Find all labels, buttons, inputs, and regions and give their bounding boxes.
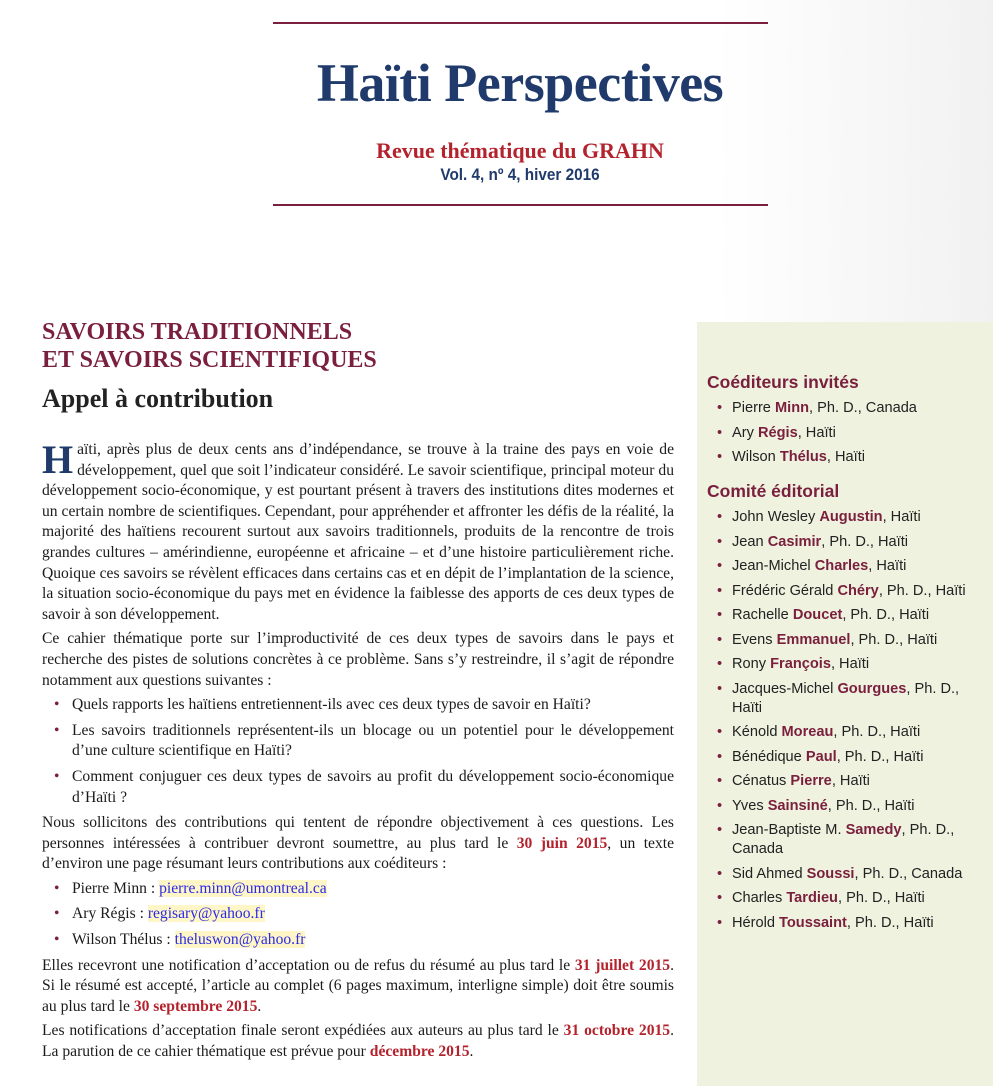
member-first-name: Rachelle — [732, 607, 793, 623]
member-affiliation: , Ph. D., Haïti — [837, 890, 925, 906]
deadline-final: 31 octobre 2015 — [563, 1022, 671, 1040]
email-link[interactable]: regisary@yahoo.fr — [147, 905, 265, 923]
notification-text-a: Elles recevront une notification d’acceptation ou de refus du résumé au plus tard le — [42, 956, 575, 974]
member-last-name: Moreau — [781, 724, 834, 740]
member-affiliation: , Ph. D., Haïti — [827, 797, 915, 814]
committee-list — [697, 508, 993, 933]
member-last-name: Thélus — [779, 449, 827, 465]
member-last-name: Sainsiné — [767, 797, 828, 814]
member-first-name: Kénold — [732, 724, 782, 740]
member-first-name: Rony — [732, 656, 771, 672]
member-item — [697, 723, 993, 742]
questions-list — [42, 695, 674, 808]
member-item — [697, 772, 993, 791]
member-item — [697, 557, 993, 576]
intro-paragraph — [42, 437, 674, 625]
member-item — [697, 533, 993, 552]
contacts-list — [42, 879, 674, 951]
member-last-name: Soussi — [806, 865, 855, 882]
committee-heading: Comité éditorial — [707, 481, 840, 501]
contact-name: Pierre Minn : — [72, 879, 160, 897]
member-affiliation: , Haïti — [868, 558, 907, 574]
question-item: • Comment conjuguer ces deux types de savoirs au profit du développement socio-économique d’Haïti ? — [42, 767, 674, 808]
member-item — [697, 865, 993, 884]
publication-text-a: Les notifications d’acceptation finale seront expédiées aux auteurs au plus tard le — [42, 1022, 564, 1040]
journal-subtitle: Revue thématique du GRAHN — [376, 138, 664, 163]
member-first-name: Evens — [732, 631, 777, 648]
member-affiliation: , Ph. D., Haïti — [836, 748, 924, 765]
member-first-name: Hérold — [732, 914, 780, 931]
member-last-name: Charles — [814, 558, 869, 574]
journal-title: Haïti Perspectives — [316, 53, 724, 113]
member-affiliation: , Ph. D., Haïti — [850, 631, 938, 648]
member-last-name: Emmanuel — [776, 631, 851, 648]
member-affiliation: , Ph. D., Canada — [854, 865, 963, 882]
member-affiliation: , Ph. D., Canada — [732, 822, 955, 857]
member-affiliation: , Haïti — [797, 424, 836, 441]
member-item — [697, 508, 993, 527]
intro-text: aïti, après plus de deux cents ans d’indépendance, se trouve à la traine des pays en voie de développement, quel que soit l’indicateur considéré. Le savoir scientifique, principal moteur du développement socio-économique, y est pourtant présent à travers des institutions dites modernes et un certain nombre de scientifiques. Cependant, pour appréhender et affronter les défis de la réalité, la majorité des haïtiens recourent surtout aux savoirs traditionnels, produits de la rencontre de trois grandes cultures – amérindienne, européenne et africaine – et d’une histoire particulièrement riche. Quoique ces savoirs se révèlent efficaces dans certains cas et en dépit de l’implantation de la science, la situation socio-économique du pays met en évidence la faiblesse des apports de ces deux types de savoir à son développement. — [42, 441, 674, 623]
member-first-name: Bénédique — [732, 748, 806, 765]
member-first-name: Cénatus — [732, 773, 791, 789]
member-last-name: François — [770, 656, 831, 672]
member-last-name: Régis — [757, 424, 798, 441]
member-first-name: Frédéric Gérald — [732, 582, 838, 599]
contact-item — [42, 930, 674, 951]
member-last-name: Samedy — [845, 822, 902, 838]
top-divider — [273, 22, 768, 24]
call-heading: Appel à contribution — [42, 384, 274, 413]
publication-date: décembre 2015 — [369, 1043, 470, 1061]
member-last-name: Augustin — [819, 509, 883, 525]
publication-text-c: . — [469, 1043, 474, 1061]
member-item — [697, 680, 993, 718]
member-last-name: Chéry — [837, 582, 879, 599]
question-item: • Les savoirs traditionnels représentent-ils un blocage ou un potentiel pour le développement d’une culture scientifique en Haïti? — [42, 721, 674, 762]
contact-item — [42, 904, 674, 925]
member-affiliation: , Ph. D., Haïti — [833, 724, 921, 740]
member-item — [697, 448, 993, 467]
submission-text-b: , un texte d’environ une page résumant leurs contributions aux coéditeurs : — [42, 834, 675, 873]
member-first-name: Jean-Baptiste M. — [732, 822, 846, 838]
member-affiliation: , Ph. D., Haïti — [821, 533, 909, 550]
member-last-name: Paul — [805, 748, 837, 765]
article-column — [42, 318, 674, 1067]
member-item — [697, 655, 993, 674]
notification-paragraph — [42, 956, 674, 1018]
contact-name: Ary Régis : — [72, 905, 148, 923]
journal-volume: Vol. 4, nº 4, hiver 2016 — [440, 165, 600, 184]
article-title-line2: ET SAVOIRS SCIENTIFIQUES — [42, 347, 377, 373]
member-last-name: Pierre — [790, 773, 832, 789]
member-affiliation: , Ph. D., Haïti — [878, 582, 966, 599]
publication-text-b: . La parution de ce cahier thématique est prévue pour — [42, 1022, 674, 1061]
member-first-name: Ary — [732, 424, 758, 441]
submission-text-a: Nous sollicitons des contributions qui tentent de répondre objectivement à ces questions. Les personnes intéressées à contribuer devront soumettre, au plus tard le — [42, 814, 674, 852]
contact-name: Wilson Thélus : — [72, 931, 175, 949]
member-last-name: Doucet — [792, 607, 843, 623]
scope-paragraph: Ce cahier thématique porte sur l’improductivité de ces deux types de savoirs dans le pays et recherche des pistes de solutions concrètes à ce problème. Sans s’y restreindre, il s’agit de répondre notamment aux questions suivantes : — [42, 630, 674, 689]
member-item — [697, 424, 993, 443]
member-affiliation: , Haïti — [831, 773, 870, 789]
member-first-name: Jacques-Michel — [732, 680, 838, 697]
editorial-sidebar — [697, 322, 993, 1086]
member-item — [697, 606, 993, 625]
member-item — [697, 631, 993, 650]
member-item — [697, 797, 993, 816]
member-first-name: Charles — [732, 890, 787, 906]
member-affiliation: , Ph. D., Haïti — [842, 607, 930, 623]
notification-text-b: . Si le résumé est accepté, l’article au complet (6 pages maximum, interligne simple) doit être soumis au plus tard le — [42, 956, 674, 1015]
email-link[interactable]: theluswon@yahoo.fr — [174, 931, 306, 949]
member-affiliation: , Haïti — [826, 449, 865, 465]
member-first-name: John Wesley — [732, 509, 820, 525]
member-first-name: Yves — [732, 797, 768, 814]
member-item — [697, 889, 993, 908]
bottom-divider — [273, 204, 768, 206]
member-item — [697, 399, 993, 418]
member-first-name: Sid Ahmed — [732, 865, 807, 882]
member-last-name: Toussaint — [779, 914, 847, 931]
member-affiliation: , Ph. D., Canada — [809, 400, 917, 416]
member-last-name: Casimir — [767, 533, 822, 550]
member-affiliation: , Haïti — [882, 509, 921, 525]
member-last-name: Gourgues — [837, 680, 907, 697]
question-item: • Quels rapports les haïtiens entretiennent-ils avec ces deux types de savoir en Haïti? — [42, 695, 674, 716]
member-first-name: Jean — [732, 533, 768, 550]
member-item — [697, 748, 993, 767]
member-item — [697, 914, 993, 933]
coeditors-heading: Coéditeurs invités — [707, 372, 859, 392]
submission-paragraph — [42, 813, 674, 875]
publication-paragraph — [42, 1021, 674, 1062]
deadline-summary: 30 juin 2015 — [516, 834, 608, 852]
coeditors-list — [697, 399, 993, 467]
member-affiliation: , Haïti — [830, 656, 870, 672]
deadline-article: 30 septembre 2015 — [133, 997, 258, 1015]
member-first-name: Wilson — [732, 449, 780, 465]
article-title — [42, 318, 674, 374]
member-first-name: Jean-Michel — [732, 558, 815, 574]
email-link[interactable]: pierre.minn@umontreal.ca — [159, 879, 327, 897]
member-first-name: Pierre — [732, 400, 775, 416]
member-last-name: Tardieu — [786, 890, 838, 906]
deadline-notification: 31 juillet 2015 — [574, 956, 671, 974]
member-item — [697, 582, 993, 601]
member-affiliation: , Ph. D., Haïti — [732, 680, 960, 716]
member-last-name: Minn — [774, 400, 810, 416]
drop-cap: H — [42, 437, 74, 482]
notification-text-c: . — [257, 997, 262, 1015]
member-item — [697, 821, 993, 859]
member-affiliation: , Ph. D., Haïti — [846, 914, 934, 931]
contact-item — [42, 879, 674, 900]
article-title-line1: SAVOIRS TRADITIONNELS — [42, 319, 353, 345]
